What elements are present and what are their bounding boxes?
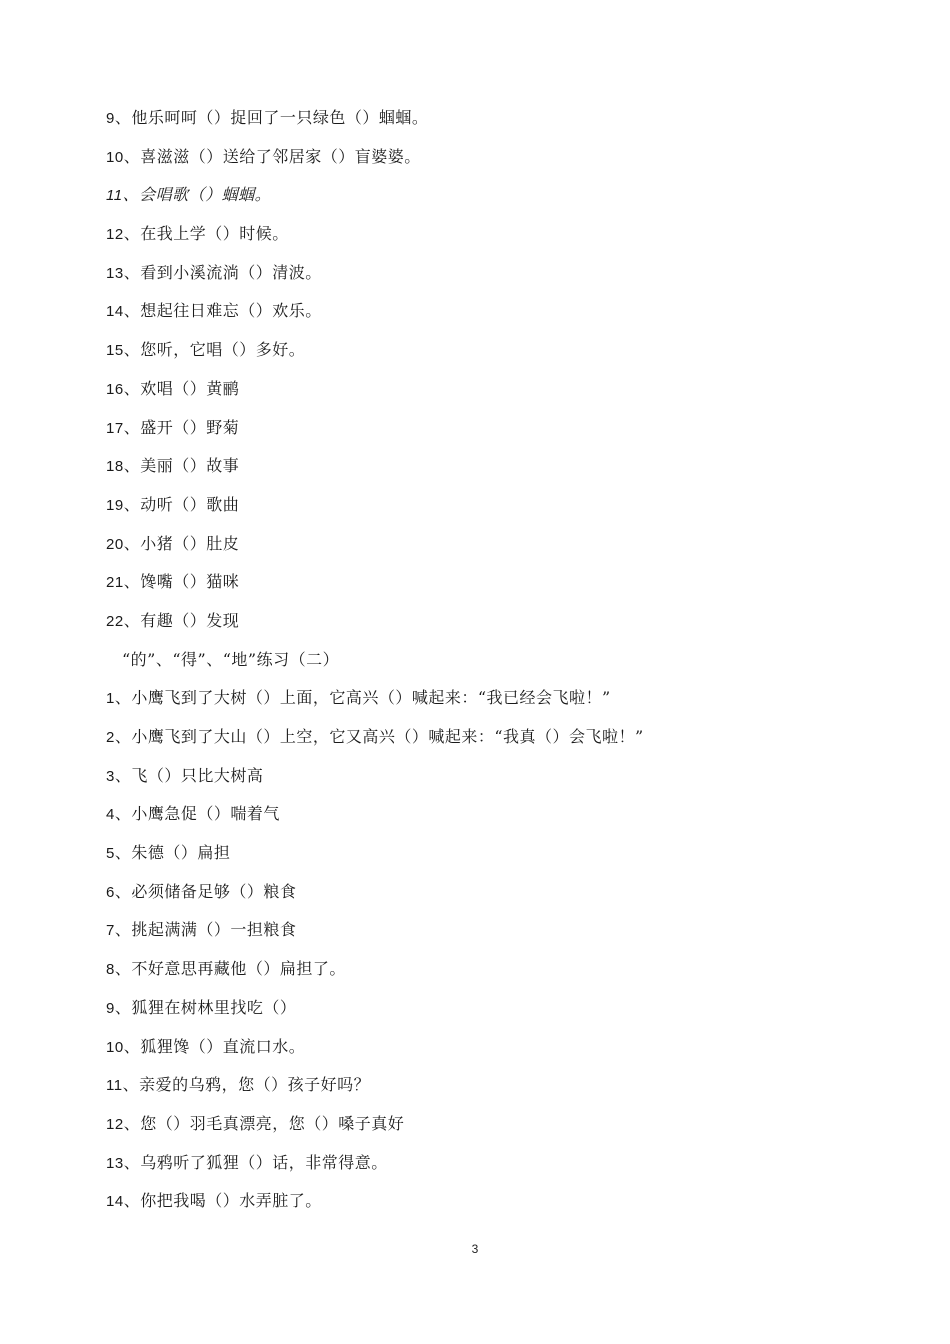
- exercise-line: 12、您（）羽毛真漂亮，您（）嗓子真好: [106, 1113, 405, 1133]
- section-heading: “的”、“得”、“地”练习（二）: [122, 649, 340, 669]
- exercise-line: 4、小鹰急促（）喘着气: [106, 804, 280, 824]
- exercise-line: 22、有趣（）发现: [106, 610, 240, 630]
- exercise-line: 16、欢唱（）黄鹂: [106, 378, 240, 398]
- exercise-line: 6、必须储备足够（）粮食: [106, 881, 297, 901]
- exercise-line: 5、朱德（）扁担: [106, 843, 231, 863]
- exercise-line: 10、狐狸馋（）直流口水。: [106, 1036, 306, 1056]
- exercise-line: 15、您听，它唱（）多好。: [106, 340, 306, 360]
- exercise-line: 8、不好意思再藏他（）扁担了。: [106, 959, 346, 979]
- exercise-line: 3、飞（）只比大树高: [106, 765, 264, 785]
- exercise-line: 13、乌鸦听了狐狸（）话，非常得意。: [106, 1152, 388, 1172]
- exercise-line: 21、馋嘴（）猫咪: [106, 572, 240, 592]
- exercise-line: 14、想起往日难忘（）欢乐。: [106, 301, 322, 321]
- exercise-line: 7、挑起满满（）一担粮食: [106, 920, 297, 940]
- exercise-line: 9、狐狸在树林里找吃（）: [106, 997, 297, 1017]
- exercise-line: 19、动听（）歌曲: [106, 494, 240, 514]
- page-number: 3: [471, 1242, 479, 1256]
- exercise-line: 9、他乐呵呵（）捉回了一只绿色（）蝈蝈。: [106, 108, 429, 127]
- exercise-line: 14、你把我喝（）水弄脏了。: [106, 1191, 322, 1211]
- exercise-line: 13、看到小溪流淌（）清波。: [106, 262, 322, 282]
- exercise-list: [106, 104, 866, 1226]
- exercise-line: 17、盛开（）野菊: [106, 417, 240, 437]
- exercise-line: 11、会唱歌（）蝈蝈。: [106, 185, 272, 205]
- exercise-line: 2、小鹰飞到了大山（）上空，它又高兴（）喊起来：“我真（）会飞啦！”: [106, 727, 644, 746]
- exercise-line: 12、在我上学（）时候。: [106, 224, 289, 244]
- exercise-line: 20、小猪（）肚皮: [106, 533, 240, 553]
- exercise-line: 11、亲爱的乌鸦，您（）孩子好吗？: [106, 1075, 371, 1095]
- exercise-line: 18、美丽（）故事: [106, 456, 240, 476]
- exercise-line: 10、喜滋滋（）送给了邻居家（）盲婆婆。: [106, 146, 421, 166]
- exercise-line: 1、小鹰飞到了大树（）上面，它高兴（）喊起来：“我已经会飞啦！”: [106, 688, 611, 708]
